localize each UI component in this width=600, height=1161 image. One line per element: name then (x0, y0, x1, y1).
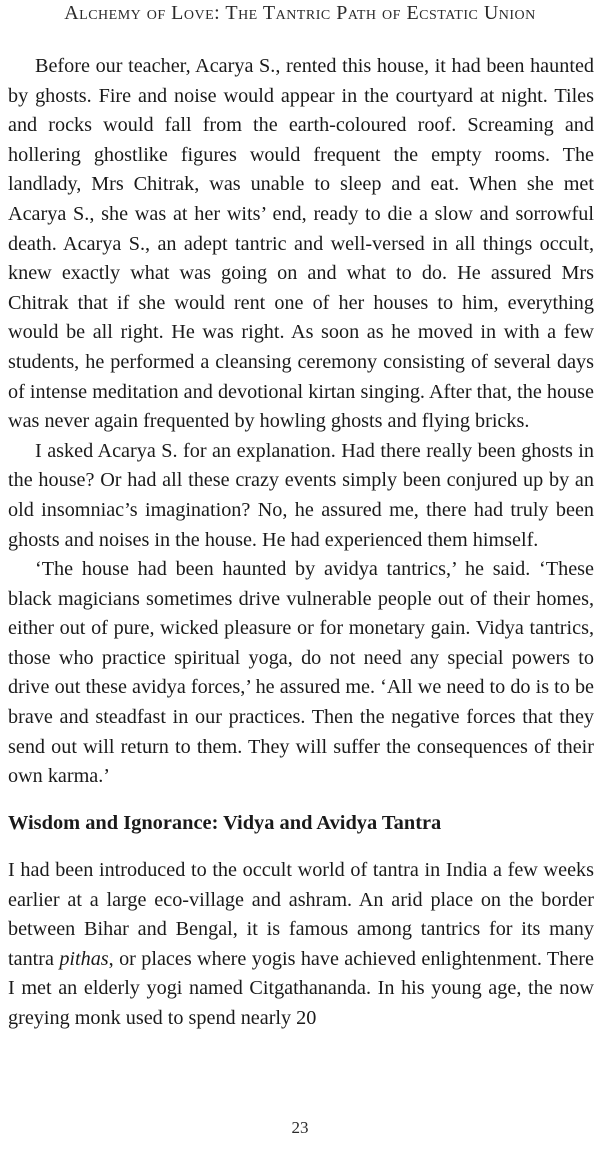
section-heading: Wisdom and Ignorance: Vidya and Avidya Tantra (8, 812, 442, 834)
body-text (8, 52, 594, 792)
section-body (8, 856, 594, 1034)
page-number: 23 (291, 1118, 309, 1137)
section-text-end: , or places where yogis have achieved enlightenment. There I met an elderly yogi named Citgathananda. In his young age, the now greying monk used to spend nearly 20 (8, 947, 594, 1029)
paragraph-3: ‘The house had been haunted by avidya tantrics,’ he said. ‘These black magicians sometimes drive vulnerable people out of their homes, either out of pure, wicked pleasure or for monetary gain. Vidya tantrics, those who practice spiritual yoga, do not need any special powers to drive out these avidya forces,’ he assured me. ‘All we need to do is to be brave and steadfast in our practices. Then the negative forces that they send out will return to them. They will suffer the consequences of their own karma.’ (8, 558, 594, 788)
running-head: Alchemy of Love: The Tantric Path of Ecstatic Union (64, 2, 536, 24)
section-text-start: I had been introduced to the occult world of tantra in India a few weeks earlier at a large eco-village and ashram. An arid place on the border between Bihar and Bengal, it is famous among tantrics for its many tantra (8, 859, 594, 970)
paragraph-2: I asked Acarya S. for an explanation. Had there really been ghosts in the house? Or had all these crazy events simply been conjured up by an old insomniac’s imagination? No, he assured me, there had truly been ghosts and noises in the house. He had experienced them himself. (8, 439, 594, 551)
section-text-italic: pithas (59, 947, 109, 970)
paragraph-1: Before our teacher, Acarya S., rented this house, it had been haunted by ghosts. Fire and noise would appear in the courtyard at night. Tiles and rocks would fall from the earth-coloured roof. Screaming and hollering ghostlike figures would frequent the empty rooms. The landlady, Mrs Chitrak, was unable to sleep and eat. When she met Acarya S., she was at her wits’ end, ready to die a slow and sorrowful death. Acarya S., an adept tantric and well-versed in all things occult, knew exactly what was going on and what to do. He assured Mrs Chitrak that if she would rent one of her houses to him, everything would be all right. He was right. As soon as he moved in with a few students, he performed a cleansing ceremony consisting of several days of intense meditation and devotional kirtan singing. After that, the house was never again frequented by howling ghosts and flying bricks. (8, 55, 594, 433)
section-paragraph (8, 856, 594, 1034)
